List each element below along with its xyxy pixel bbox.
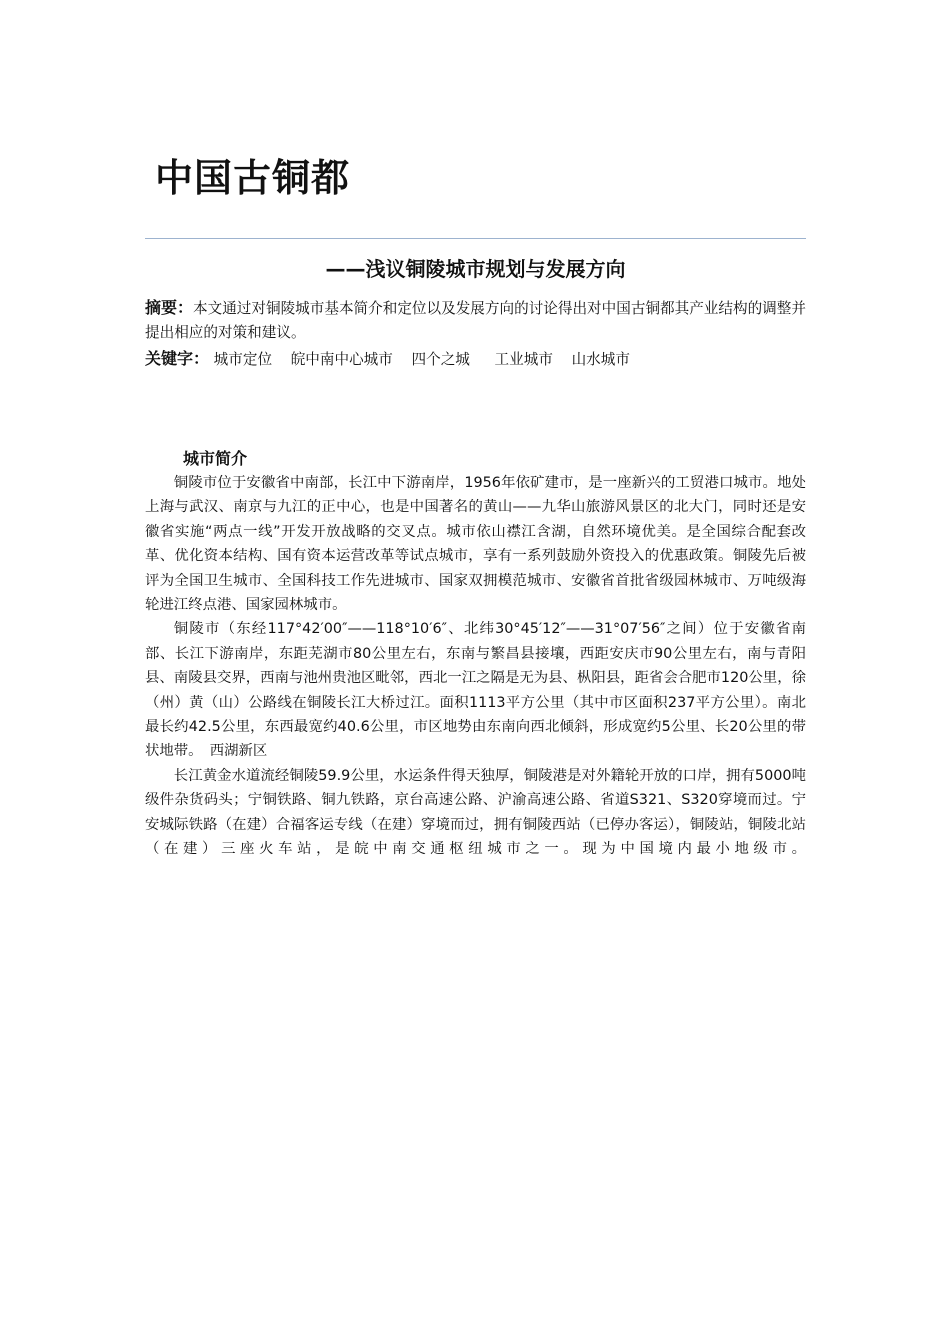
keyword-item: 城市定位 <box>213 351 273 368</box>
section-body <box>145 471 806 862</box>
keyword-item: 皖中南中心城市 <box>290 351 393 368</box>
body-paragraph: 铜陵市位于安徽省中南部，长江中下游南岸，1956年依矿建市，是一座新兴的工贸港口城市。地处上海与武汉、南京与九江的正中心，也是中国著名的黄山——九华山旅游风景区的北大门，同时还是安徽省实施“两点一线”开发开放战略的交叉点。城市依山襟江含湖，自然环境优美。是全国综合配套改革、优化资本结构、国有资本运营改革等试点城市，享有一系列鼓励外资投入的优惠政策。铜陵先后被评为全国卫生城市、全国科技工作先进城市、国家双拥模范城市、安徽省首批省级园林城市、万吨级海轮进江终点港、国家园林城市。 <box>145 475 806 614</box>
section-heading: 城市简介 <box>183 449 248 468</box>
keyword-item: 四个之城 <box>411 351 470 368</box>
document-title: 中国古铜都 <box>155 156 351 200</box>
abstract <box>145 296 806 345</box>
document-subtitle: ——浅议铜陵城市规划与发展方向 <box>325 257 626 281</box>
keywords <box>145 347 806 372</box>
abstract-text: 本文通过对铜陵城市基本简介和定位以及发展方向的讨论得出对中国古铜都其产业结构的调整并提出相应的对策和建议。 <box>145 300 806 341</box>
keywords-label: 关键字： <box>145 349 210 368</box>
abstract-label: 摘要： <box>145 298 194 317</box>
keyword-item: 山水城市 <box>571 351 630 368</box>
body-paragraph: 长江黄金水道流经铜陵59.9公里，水运条件得天独厚，铜陵港是对外籍轮开放的口岸，拥有5000吨级件杂货码头；宁铜铁路、铜九铁路，京台高速公路、沪渝高速公路、省道S321、S320穿境而过。宁安城际铁路（在建）合福客运专线（在建）穿境而过，拥有铜陵西站（已停办客运），铜陵站，铜陵北站（在建）三座火车站，是皖中南交通枢纽城市之一。现为中国境内最小地级市。 <box>145 767 806 858</box>
body-paragraph: 铜陵市（东经117°42′00″——118°10′6″、北纬30°45′12″——31°07′56″之间）位于安徽省南部、长江下游南岸，东距芜湖市80公里左右，东南与繁昌县接壤，西距安庆市90公里左右，南与青阳县、南陵县交界，西南与池州贵池区毗邻，西北一江之隔是无为县、枞阳县，距省会合肥市120公里，徐（州）黄（山）公路线在铜陵长江大桥过江。面积1113平方公里（其中市区面积237平方公里）。南北最长约42.5公里，东西最宽约40.6公里，市区地势由东南向西北倾斜，形成宽约5公里、长20公里的带状地带。 西湖新区 <box>145 621 806 760</box>
keyword-item: 工业城市 <box>494 351 553 368</box>
title-divider <box>145 238 806 239</box>
